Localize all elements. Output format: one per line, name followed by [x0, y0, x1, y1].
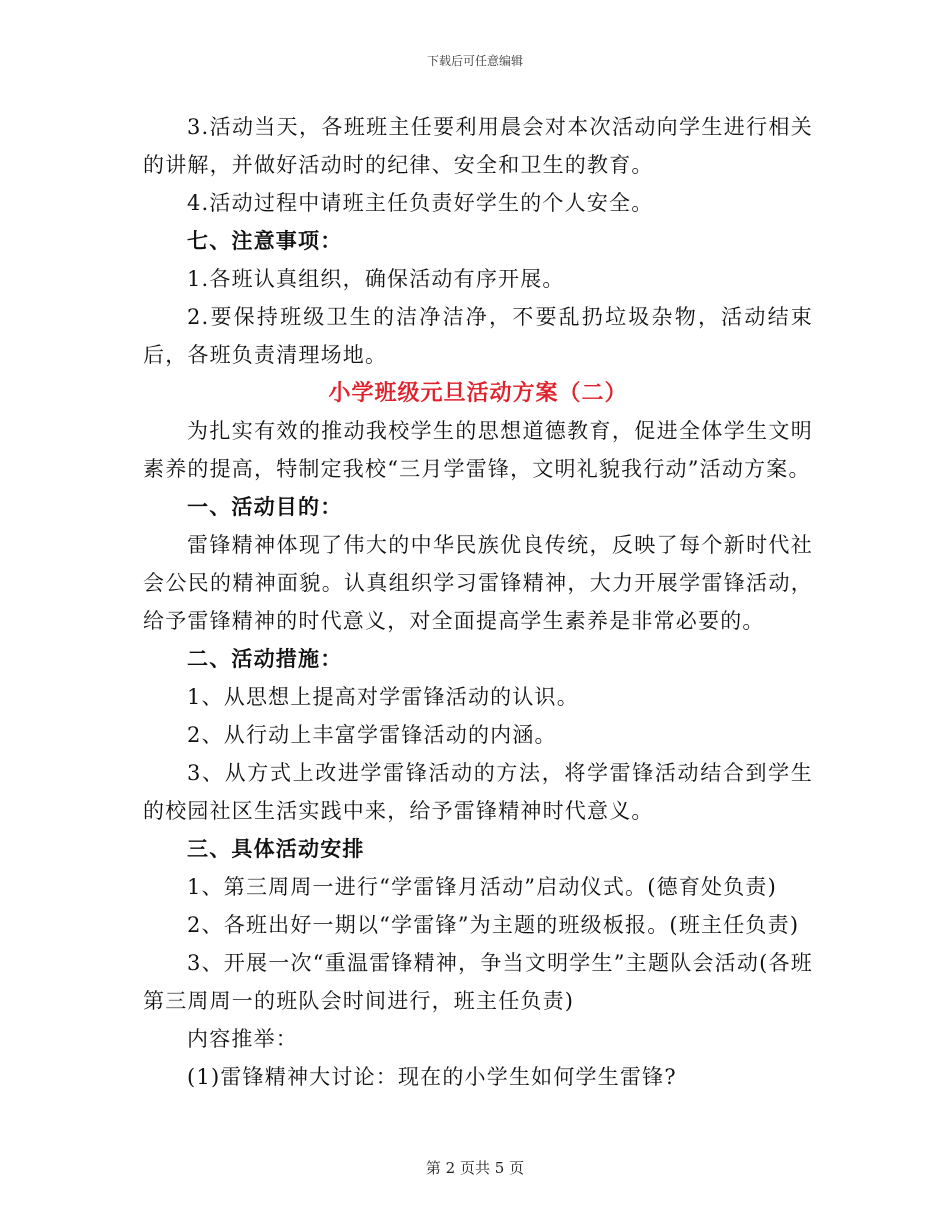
paragraph: 1、第三周周一进行“学雷锋月活动”启动仪式。(德育处负责) [187, 875, 778, 899]
section-heading: 七、注意事项： [187, 228, 343, 253]
section-heading: 一、活动目的： [187, 494, 343, 519]
paragraph: 4.活动过程中请班主任负责好学生的个人安全。 [187, 191, 654, 215]
page-header: 下载后可任意编辑 [426, 54, 523, 68]
paragraph: 3、从方式上改进学雷锋活动的方法，将学雷锋活动结合到学生的校园社区生活实践中来，给予雷锋精神时代意义。 [143, 761, 813, 823]
page-footer: 第 2 页共 5 页 [425, 1159, 525, 1177]
section-heading: 三、具体活动安排 [187, 836, 365, 861]
paragraph: 3.活动当天，各班班主任要利用晨会对本次活动向学生进行相关的讲解，并做好活动时的纪律、安全和卫生的教育。 [143, 115, 813, 177]
paragraph: 2.要保持班级卫生的洁净洁净，不要乱扔垃圾杂物，活动结束后，各班负责清理场地。 [143, 305, 813, 367]
paragraph: 1、从思想上提高对学雷锋活动的认识。 [187, 685, 579, 709]
paragraph: 3、开展一次“重温雷锋精神，争当文明学生”主题队会活动(各班第三周周一的班队会时间进行，班主任负责) [143, 951, 813, 1013]
paragraph: 为扎实有效的推动我校学生的思想道德教育，促进全体学生文明素养的提高，特制定我校“三月学雷锋，文明礼貌我行动”活动方案。 [143, 419, 813, 481]
section-heading: 二、活动措施： [187, 646, 343, 671]
paragraph: 内容推举： [187, 1027, 298, 1051]
paragraph: 雷锋精神体现了伟大的中华民族优良传统，反映了每个新时代社会公民的精神面貌。认真组织学习雷锋精神，大力开展学雷锋活动，给予雷锋精神的时代意义，对全面提高学生素养是非常必要的。 [143, 533, 813, 633]
document-body [143, 108, 813, 1096]
paragraph: 2、各班出好一期以“学雷锋”为主题的班级板报。(班主任负责) [187, 913, 800, 937]
paragraph: 1.各班认真组织，确保活动有序开展。 [187, 267, 565, 291]
document-title: 小学班级元旦活动方案（二） [328, 380, 628, 406]
paragraph: 2、从行动上丰富学雷锋活动的内涵。 [187, 723, 557, 747]
paragraph: (1)雷锋精神大讨论：现在的小学生如何学生雷锋? [187, 1065, 677, 1089]
